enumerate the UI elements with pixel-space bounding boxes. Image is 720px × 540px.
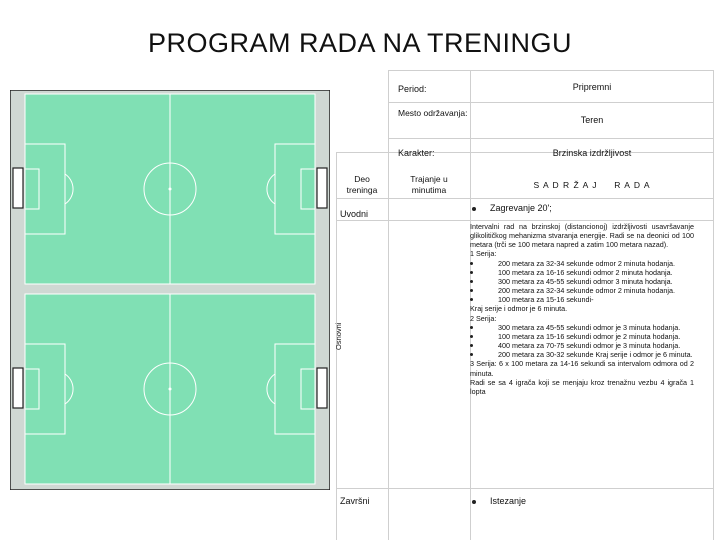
- goal-left-top: [13, 168, 23, 208]
- list-item: 300 metara za 45-55 sekundi odmor je 3 minuta hodanja.: [470, 323, 694, 332]
- list-item: 100 metara za 15-16 sekundi-: [470, 295, 694, 304]
- row-content-final: Istezanje: [472, 496, 526, 507]
- goal-left-bottom: [13, 368, 23, 408]
- list-item: 400 metara za 70-75 sekundi odmor je 3 minuta hodanja.: [470, 341, 694, 350]
- row-label-main: Osnovni: [334, 322, 343, 350]
- main-intro-text: Intervalni rad na brzinskoj (distancionoj) izdržljivosti usavršavanje glikolitičkog mehanizma stvaranja energije. Radi se na deonici od 100 metara (trči se 100 metara napred a zatim 100 metara nazad).: [470, 222, 694, 250]
- row-label-final: Završni: [340, 496, 370, 506]
- goal-right-top: [317, 168, 327, 208]
- list-item: 300 metara za 45-55 sekundi odmor 3 minuta hodanja.: [470, 277, 694, 286]
- row-label-intro: Uvodni: [340, 209, 369, 219]
- period-value: Pripremni: [572, 82, 612, 92]
- list-item: 200 metara za 32-34 sekunde odmor 2 minuta hodanja.: [470, 286, 694, 295]
- list-item: 200 metara za 32-34 sekunde odmor 2 minuta hodanja.: [470, 259, 694, 268]
- goal-right-bottom: [317, 368, 327, 408]
- bullet-icon: [472, 207, 476, 211]
- place-value: Teren: [580, 115, 604, 125]
- column-header-duration: Trajanje u minutima: [410, 174, 448, 195]
- period-label: Period:: [398, 84, 427, 94]
- closing-text: Radi se sa 4 igrača koji se menjaju kroz trenažnu vezbu 4 igrača 1 lopta: [470, 377, 694, 396]
- set1-end: Kraj serije i odmor je 6 minuta.: [470, 304, 568, 314]
- place-label: Mesto održavanja:: [398, 108, 468, 118]
- training-table: [336, 70, 714, 540]
- column-header-content: S A D R Ž A J R A D A: [533, 180, 651, 190]
- character-value: Brzinska izdržljivost: [552, 148, 632, 158]
- row-content-intro: Zagrevanje 20';: [472, 203, 552, 214]
- page-title: PROGRAM RADA NA TRENINGU: [147, 28, 573, 58]
- set1-label: 1 Serija:: [470, 249, 497, 259]
- set3-text: 3 Serija: 6 x 100 metara za 14-16 sekundi sa intervalom odmora od 2 minuta.: [470, 359, 694, 378]
- list-item: 200 metara za 30-32 sekunde Kraj serije i odmor je 6 minuta.: [470, 350, 694, 359]
- column-header-part: Deo treninga: [346, 174, 378, 195]
- row-content-main: [470, 222, 694, 396]
- list-item: 100 metara za 16-16 sekundi odmor 2 minuta hodanja.: [470, 268, 694, 277]
- list-item: 100 metara za 15-16 sekundi odmor je 2 minuta hodanja.: [470, 332, 694, 341]
- character-label: Karakter:: [398, 148, 435, 158]
- pitch-bottom: [25, 294, 315, 484]
- bullet-icon: [472, 500, 476, 504]
- set2-label: 2 Serija:: [470, 313, 497, 323]
- pitch-top: [25, 94, 315, 284]
- football-pitch-illustration: [10, 90, 330, 490]
